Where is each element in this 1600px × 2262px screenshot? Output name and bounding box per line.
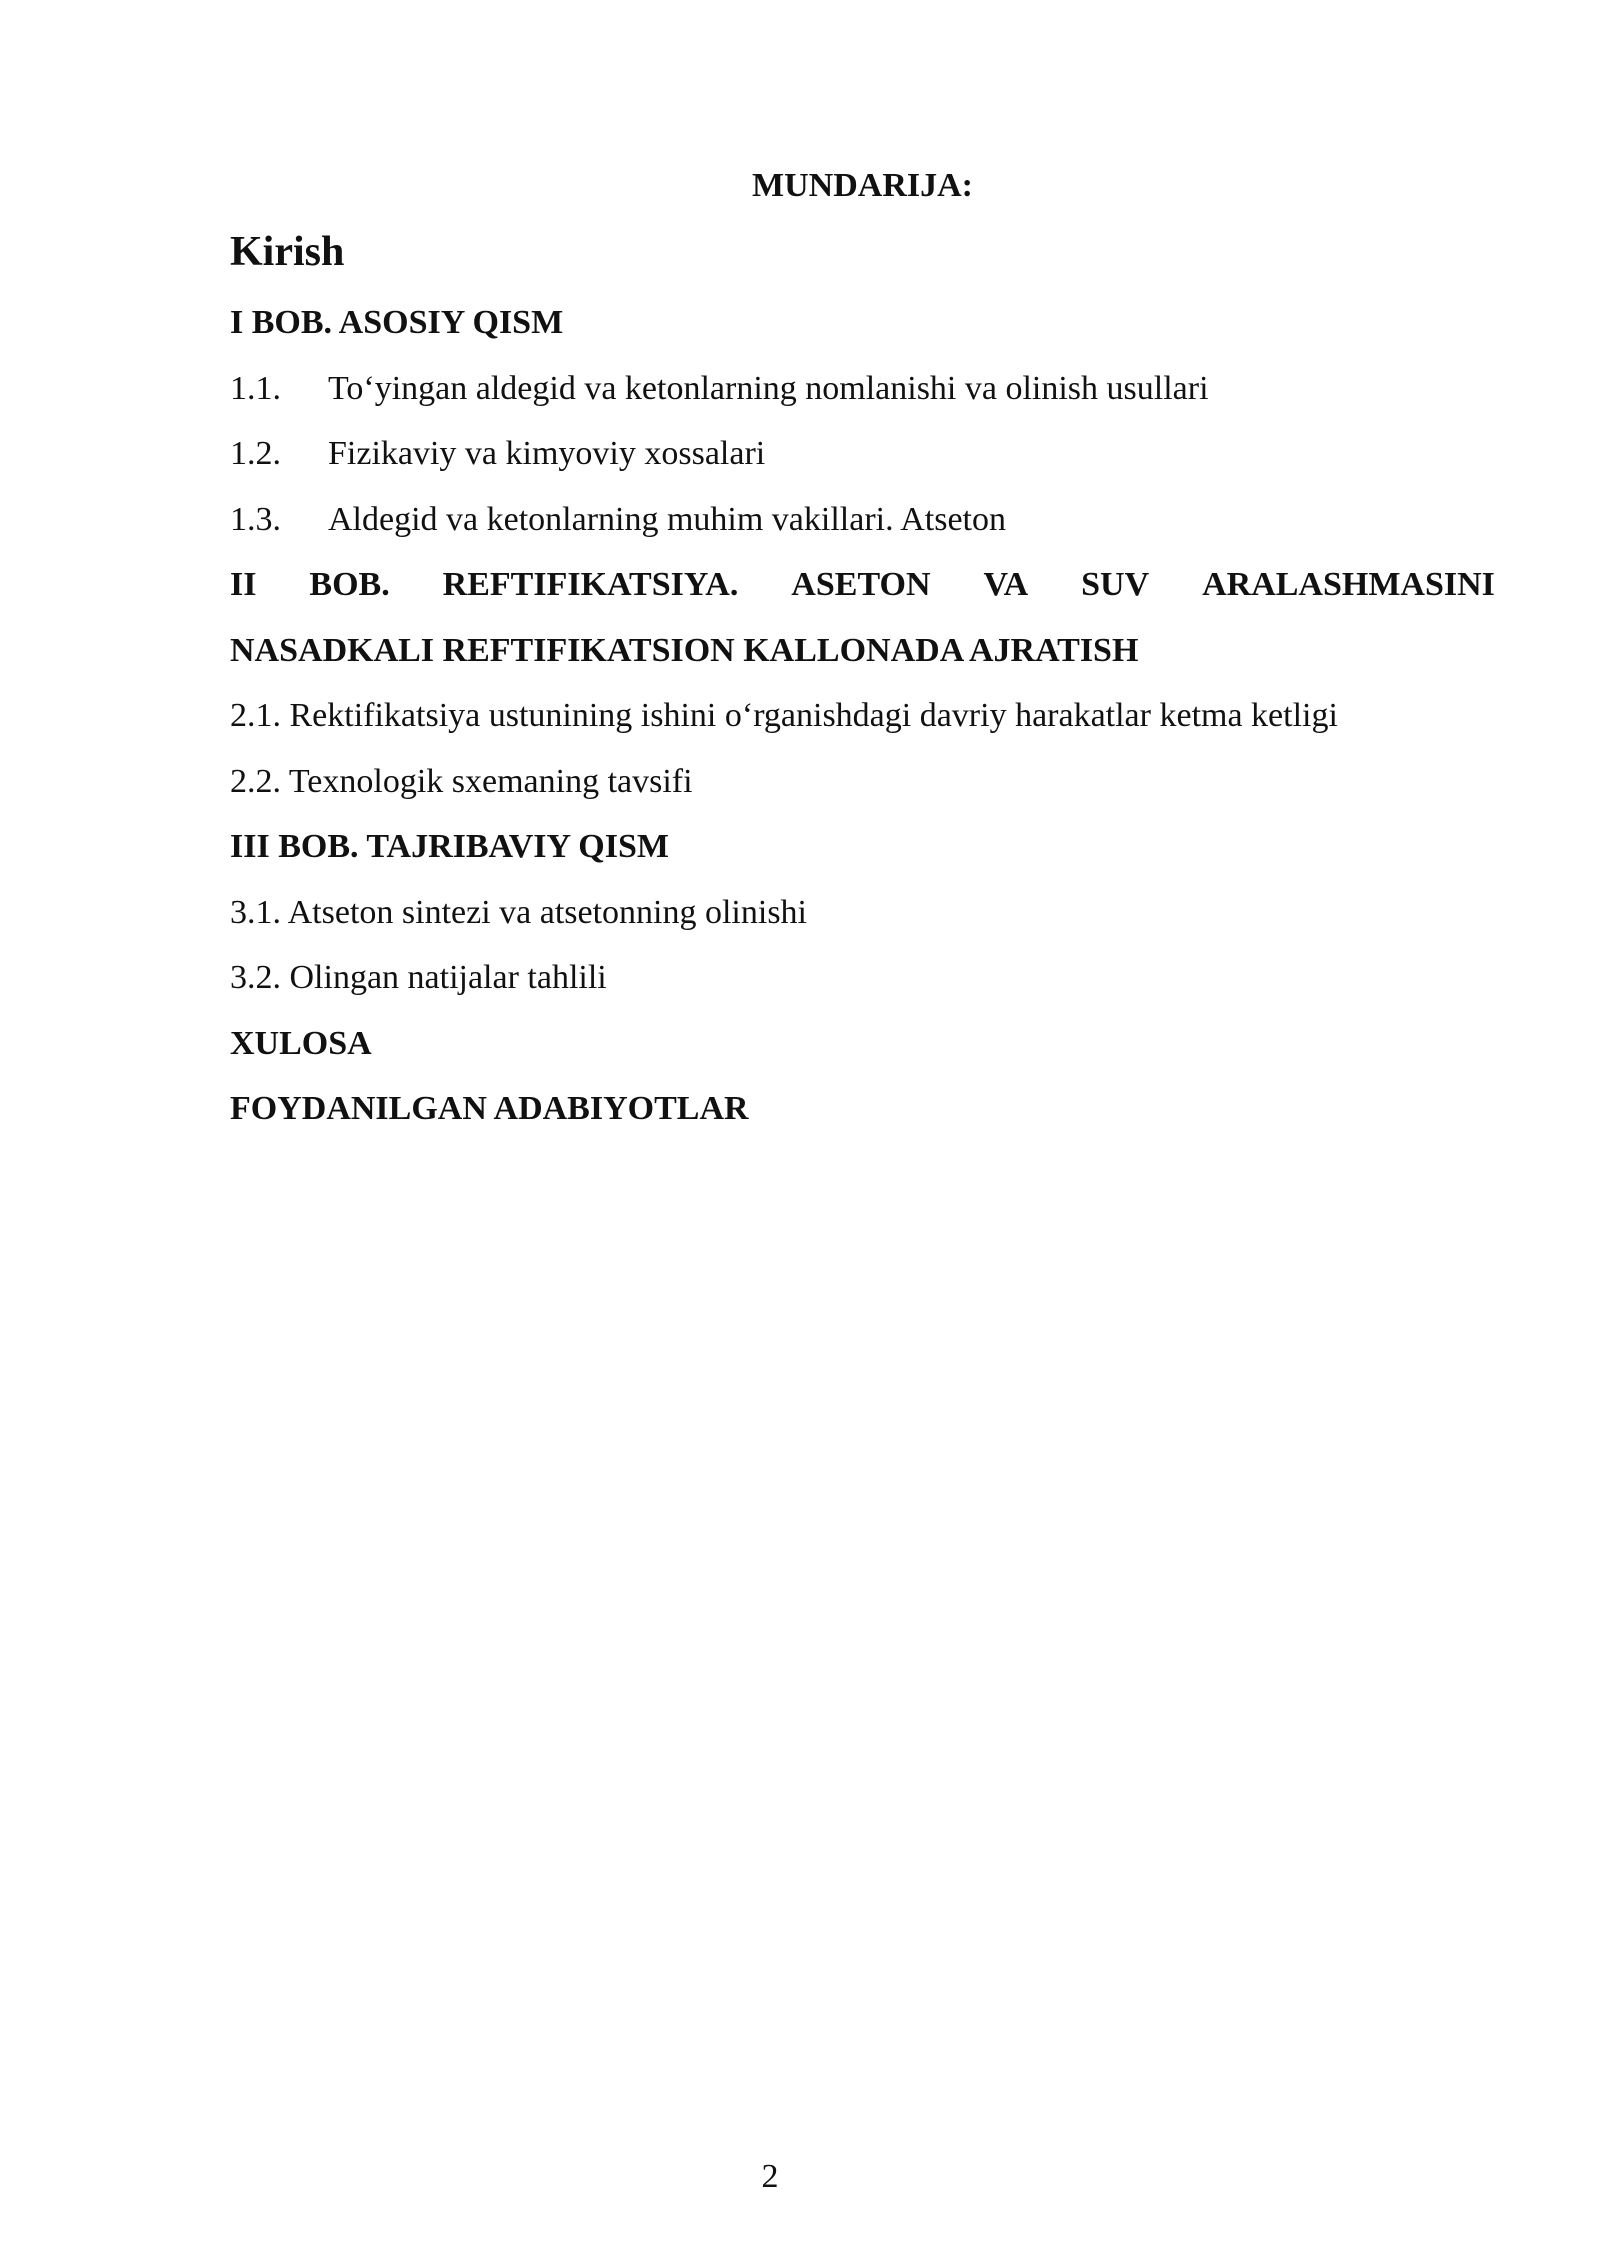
toc-chapter-3: III BOB. TAJRIBAVIY QISM	[230, 828, 669, 865]
toc-chapter-2-word: REFTIFIKATSIYA.	[442, 566, 739, 603]
table-of-contents	[230, 158, 1495, 1142]
toc-chapter-2-word: ASETON	[791, 566, 931, 603]
toc-item: 3.2. Olingan natijalar tahlili	[230, 959, 607, 996]
toc-chapter-2-line-1	[230, 552, 1495, 618]
toc-item	[230, 487, 1495, 553]
toc-item	[230, 356, 1495, 422]
toc-chapter-2-word: II	[230, 566, 257, 603]
toc-item-text: Fizikaviy va kimyoviy xossalari	[328, 435, 766, 472]
toc-item: 3.1. Atseton sintezi va atsetonning olinishi	[230, 893, 808, 931]
toc-item-number: 1.1.	[230, 369, 281, 407]
toc-title: MUNDARIJA:	[752, 167, 973, 204]
toc-chapter-2-line-2: NASADKALI REFTIFIKATSION KALLONADA AJRATISH	[230, 631, 1139, 669]
toc-chapter-2-word: SUV	[1081, 566, 1150, 603]
toc-item	[230, 421, 1495, 487]
toc-item: 2.1. Rektifikatsiya ustunining ishini o‘rganishdagi davriy harakatlar ketma ketligi	[230, 697, 1338, 734]
toc-conclusion: XULOSA	[230, 1024, 372, 1062]
toc-chapter-2-word: BOB.	[309, 566, 390, 603]
toc-entry-intro: Kirish	[230, 229, 345, 275]
toc-chapter-1: I BOB. ASOSIY QISM	[230, 304, 564, 341]
page-number: 2	[761, 2158, 779, 2195]
toc-chapter-2-word: ARALASHMASINI	[1202, 566, 1495, 603]
toc-item-number: 1.2.	[230, 435, 281, 472]
toc-chapter-2-word: VA	[983, 566, 1029, 603]
toc-item-text: Aldegid va ketonlarning muhim vakillari. Atseton	[328, 500, 1006, 538]
toc-item-text: To‘yingan aldegid va ketonlarning nomlanishi va olinish usullari	[328, 369, 1209, 407]
toc-item-number: 1.3.	[230, 500, 281, 538]
toc-references: FOYDANILGAN ADABIYOTLAR	[230, 1090, 749, 1127]
toc-item: 2.2. Texnologik sxemaning tavsifi	[230, 762, 693, 800]
